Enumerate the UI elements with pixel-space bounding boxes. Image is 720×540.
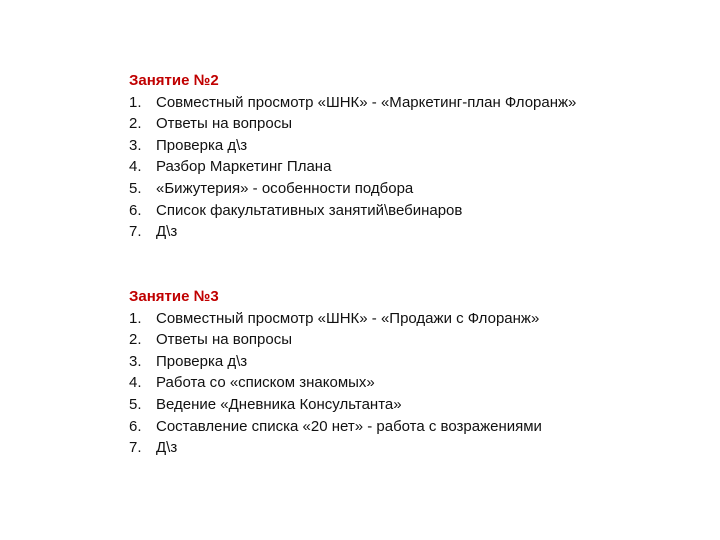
item-text: Список факультативных занятий\вебинаров: [156, 201, 463, 219]
lesson-2-title: Занятие №2: [129, 72, 219, 89]
list-item: [129, 156, 689, 178]
item-text: Совместный просмотр «ШНК» - «Маркетинг-план Флоранж»: [156, 93, 577, 111]
item-number: 6.: [129, 201, 142, 219]
item-number: 6.: [129, 417, 142, 435]
item-number: 7.: [129, 439, 142, 457]
list-item: [129, 113, 689, 135]
item-number: 4.: [129, 158, 142, 176]
item-number: 3.: [129, 352, 142, 370]
item-number: 1.: [129, 93, 142, 111]
list-item: [129, 308, 689, 330]
lesson-3-agenda-list: [129, 308, 689, 459]
item-number: 1.: [129, 309, 142, 327]
item-number: 7.: [129, 223, 142, 241]
list-item: [129, 416, 689, 438]
item-number: 3.: [129, 136, 142, 154]
item-text: Составление списка «20 нет» - работа с возражениями: [156, 417, 542, 435]
item-text: Совместный просмотр «ШНК» - «Продажи с Флоранж»: [156, 309, 540, 327]
lesson-2-agenda-list: [129, 92, 689, 243]
item-text: Д\з: [156, 439, 178, 457]
item-text: Проверка д\з: [156, 136, 248, 154]
item-text: Разбор Маркетинг Плана: [156, 158, 332, 176]
list-item: [129, 221, 689, 243]
item-number: 2.: [129, 115, 142, 133]
lesson-2-section: [129, 70, 689, 243]
item-text: Работа со «списком знакомых»: [156, 374, 375, 392]
list-item: [129, 92, 689, 114]
lesson-3-title: Занятие №3: [129, 288, 219, 305]
list-item: [129, 437, 689, 459]
list-item: [129, 329, 689, 351]
list-item: [129, 178, 689, 200]
item-text: «Бижутерия» - особенности подбора: [156, 179, 414, 197]
item-number: 2.: [129, 331, 142, 349]
list-item: [129, 372, 689, 394]
list-item: [129, 394, 689, 416]
item-text: Ответы на вопросы: [156, 331, 293, 349]
lesson-3-section: [129, 286, 689, 459]
list-item: [129, 351, 689, 373]
item-text: Ведение «Дневника Консультанта»: [156, 395, 402, 413]
list-item: [129, 200, 689, 222]
item-text: Д\з: [156, 223, 178, 241]
item-text: Ответы на вопросы: [156, 115, 293, 133]
item-number: 4.: [129, 374, 142, 392]
list-item: [129, 135, 689, 157]
item-number: 5.: [129, 395, 142, 413]
item-number: 5.: [129, 179, 142, 197]
item-text: Проверка д\з: [156, 352, 248, 370]
